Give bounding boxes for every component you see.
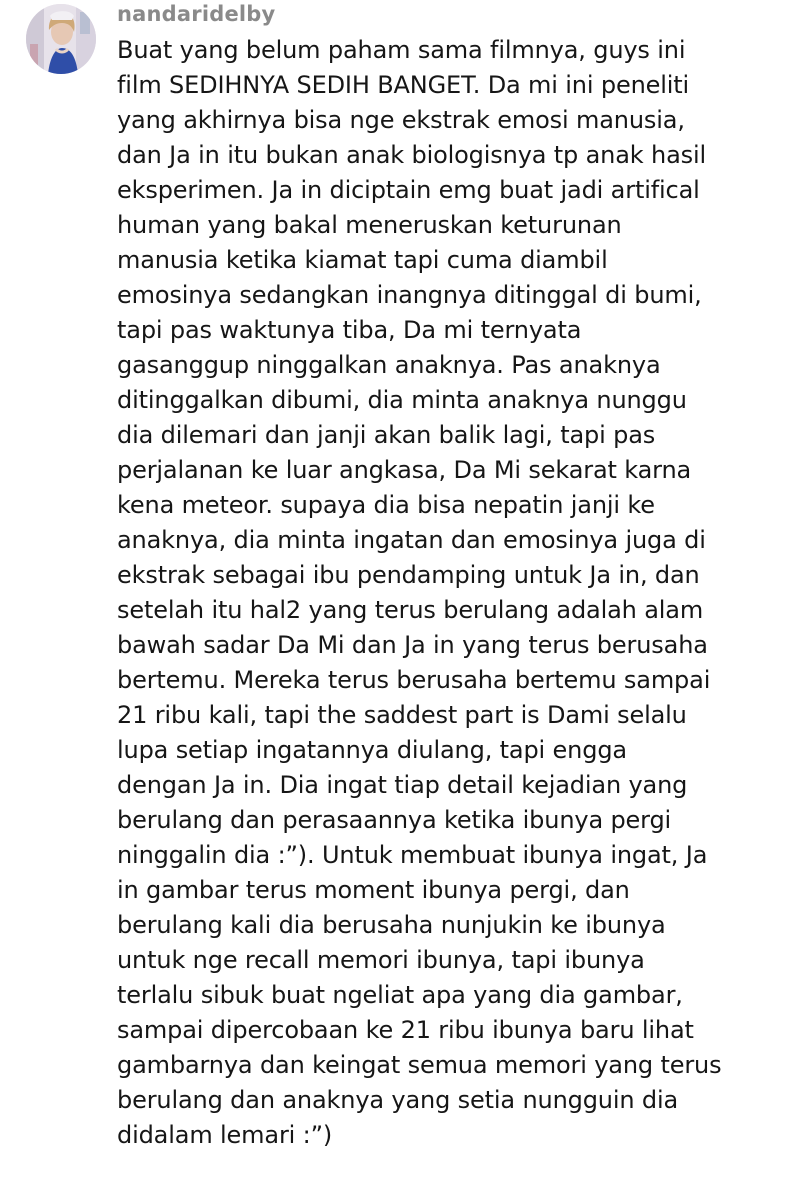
comment-text-line: didalam lemari :”)	[117, 1121, 333, 1149]
comment-username[interactable]: nandaridelby	[117, 2, 276, 26]
comment-body	[117, 33, 779, 1153]
comment-text-line: ekstrak sebagai ibu pendamping untuk Ja in, dan	[117, 561, 700, 589]
comment-text-line: gasanggup ninggalkan anaknya. Pas anaknya	[117, 351, 661, 379]
comment-text-line: ninggalin dia :”). Untuk membuat ibunya ingat, Ja	[117, 841, 708, 869]
comment-text-line: lupa setiap ingatannya diulang, tapi engga	[117, 736, 627, 764]
avatar[interactable]	[26, 4, 96, 74]
comment-text-line: sampai dipercobaan ke 21 ribu ibunya baru lihat	[117, 1016, 694, 1044]
comment-text-line: bertemu. Mereka terus berusaha bertemu sampai	[117, 666, 711, 694]
comment-text-line: dan Ja in itu bukan anak biologisnya tp anak hasil	[117, 141, 707, 169]
comment-text-line: Buat yang belum paham sama filmnya, guys ini	[117, 36, 686, 64]
comment-text-line: perjalanan ke luar angkasa, Da Mi sekarat karna	[117, 456, 692, 484]
comment-text-line: setelah itu hal2 yang terus berulang adalah alam	[117, 596, 704, 624]
comment-text-line: eksperimen. Ja in diciptain emg buat jadi artifical	[117, 176, 700, 204]
comment-text-line: bawah sadar Da Mi dan Ja in yang terus berusaha	[117, 631, 708, 659]
comment-text-line: 21 ribu kali, tapi the saddest part is Dami selalu	[117, 701, 687, 729]
comment-text-line: berulang dan perasaannya ketika ibunya pergi	[117, 806, 672, 834]
comment-text-line: manusia ketika kiamat tapi cuma diambil	[117, 246, 608, 274]
comment-text-line: film SEDIHNYA SEDIH BANGET. Da mi ini peneliti	[117, 71, 690, 99]
comment-text-line: berulang dan anaknya yang setia nungguin dia	[117, 1086, 679, 1114]
comment-text-line: emosinya sedangkan inangnya ditinggal di bumi,	[117, 281, 702, 309]
comment-text-line: kena meteor. supaya dia bisa nepatin janji ke	[117, 491, 655, 519]
comment-text-line: berulang kali dia berusaha nunjukin ke ibunya	[117, 911, 666, 939]
comment-text-line: in gambar terus moment ibunya pergi, dan	[117, 876, 630, 904]
comment-text-line: anaknya, dia minta ingatan dan emosinya juga di	[117, 526, 706, 554]
comment-text-line: dengan Ja in. Dia ingat tiap detail kejadian yang	[117, 771, 688, 799]
comment-text-line: ditinggalkan dibumi, dia minta anaknya nunggu	[117, 386, 687, 414]
comment-text-line: tapi pas waktunya tiba, Da mi ternyata	[117, 316, 582, 344]
comment-text-line: terlalu sibuk buat ngeliat apa yang dia gambar,	[117, 981, 683, 1009]
comment-text-line: dia dilemari dan janji akan balik lagi, tapi pas	[117, 421, 656, 449]
comment-text-line: gambarnya dan keingat semua memori yang terus	[117, 1051, 722, 1079]
comment-text-line: untuk nge recall memori ibunya, tapi ibunya	[117, 946, 645, 974]
comment-text-line: human yang bakal meneruskan keturunan	[117, 211, 622, 239]
user-avatar-icon	[26, 4, 96, 74]
comment-text-line: yang akhirnya bisa nge ekstrak emosi manusia,	[117, 106, 685, 134]
